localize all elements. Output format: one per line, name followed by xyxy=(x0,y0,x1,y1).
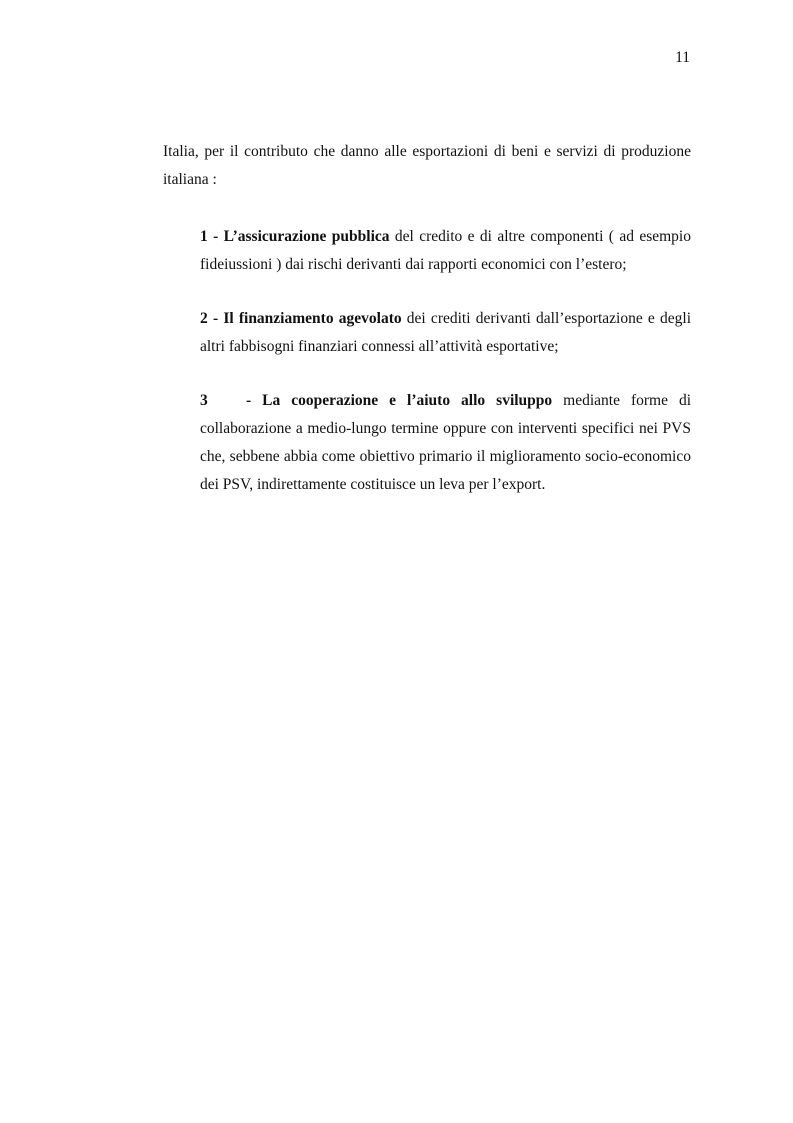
list-item xyxy=(200,223,691,279)
item-title: - La cooperazione e l’aiuto allo sviluppo xyxy=(246,392,553,409)
item-text: del credito e di altre componenti ( ad esempio fideiussioni ) dai rischi derivanti dai rapporti economici con l’estero; xyxy=(200,228,691,273)
document-body xyxy=(163,138,691,525)
item-title: Il finanziamento agevolato xyxy=(223,310,402,327)
item-text: dei crediti derivanti dall’esportazione e degli altri fabbisogni finanziari connessi all’attività esportative; xyxy=(200,310,691,355)
item-text: mediante forme di collaborazione a medio-lungo termine oppure con interventi specifici nei PVS che, sebbene abbia come obiettivo primario il miglioramento socio-economico dei PSV, indirettamente costituisce un leva per l’export. xyxy=(200,392,692,493)
intro-paragraph: Italia, per il contributo che danno alle esportazioni di beni e servizi di produzione italiana : xyxy=(163,143,691,188)
list-item xyxy=(200,305,691,361)
item-number: 1 - xyxy=(200,228,224,245)
item-number: 2 - xyxy=(200,310,224,327)
item-number: 3 xyxy=(200,392,208,409)
item-title: L’assicurazione pubblica xyxy=(223,228,390,245)
page-number: 11 xyxy=(675,49,690,66)
list-item xyxy=(200,387,691,499)
